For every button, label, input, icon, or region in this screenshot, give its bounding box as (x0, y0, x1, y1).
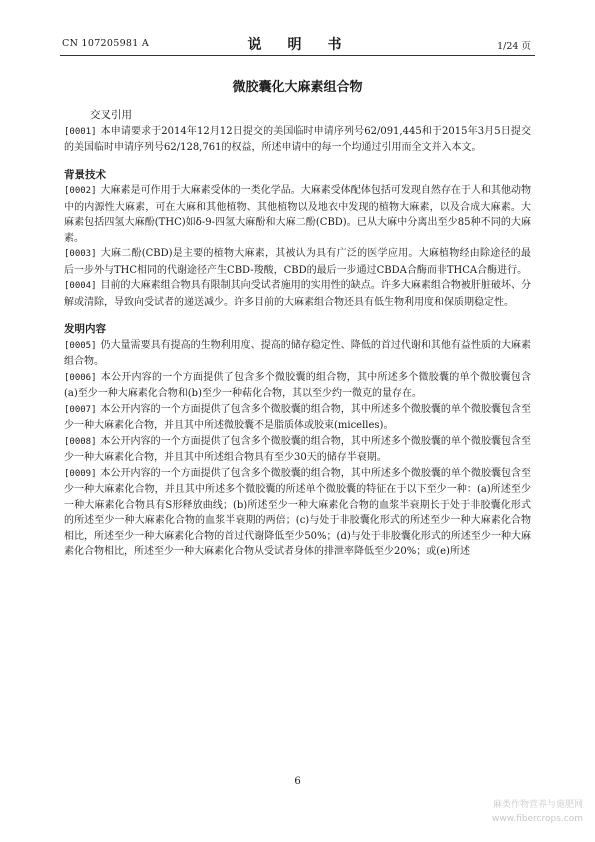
header-divider (60, 55, 535, 56)
paragraph-0002 (64, 183, 531, 246)
paragraph-number: [0006] (64, 372, 97, 383)
paragraph-0006 (64, 370, 531, 402)
document-type: 说 明 书 (247, 37, 348, 53)
paragraph-number: [0004] (64, 281, 97, 291)
paragraph-text: 本公开内容的一个方面提供了包含多个微胶囊的组合物，其中所述多个微胶囊的单个微胶囊包含至少一种大麻素化合物，并且其中所述微胶囊不是脂质体或胶束(micelles)。 (64, 403, 531, 431)
paragraph-0007 (64, 402, 531, 434)
paragraph-text: 本申请要求于2014年12月12日提交的美国临时申请序列号62/091,445和于2015年3月5日提交的美国临时申请序列号62/128,761的权益，所述申请中的每一个均通过引用而全文并入本文。 (64, 125, 531, 153)
paragraph-0001 (64, 124, 531, 156)
paragraph-text: 目前的大麻素组合物具有限制其向受试者施用的实用性的缺点。许多大麻素组合物被肝脏破坏、分解或清除，导致向受试者的递送减少。许多目前的大麻素组合物还具有低生物利用度和保质期稳定性。 (64, 280, 531, 308)
paragraph-text: 大麻二酚(CBD)是主要的植物大麻素，其被认为具有广泛的医学应用。大麻植物经由除途径的最后一步外与THC相同的代谢途径产生CBD-羧酸，CBD的最后一步通过CBDA合酶而非THCA合酶进行。 (64, 248, 531, 276)
page-header (0, 36, 595, 52)
paragraph-number: [0009] (64, 468, 97, 479)
page-count: 1/24 页 (497, 41, 531, 52)
section-heading-background: 背景技术 (64, 168, 106, 181)
section-heading-summary: 发明内容 (64, 323, 106, 335)
paragraph-number: [0002] (64, 186, 97, 196)
paragraph-text: 本公开内容的一个方面提供了包含多个微胶囊的组合物，其中所述多个微胶囊的单个微胶囊包含(a)至少一种大麻素化合物和(b)至少一种萜化合物，其以至少约一微克的量存在。 (64, 371, 531, 399)
paragraph-0003 (64, 246, 531, 278)
document-title: 微胶囊化大麻素组合物 (232, 80, 363, 95)
paragraph-0008 (64, 434, 531, 466)
paragraph-0004 (64, 278, 531, 310)
watermark-url: www.fibercrops.com (492, 814, 583, 824)
paragraph-number: [0008] (64, 436, 97, 447)
paragraph-text: 本公开内容的一个方面提供了包含多个微胶囊的组合物，其中所述多个微胶囊的单个微胶囊包含至少一种大麻素化合物，并且其中所述多个微胶囊的所述单个微胶囊的特征在于以下至少一种：(a)所述至少一种大麻素化合物具有S形释放曲线；(b)所述至少一种大麻素化合物的血浆半衰期长于处于非胶囊化形式的所述至少一种大麻素化合物的血浆半衰期的两倍；(c)与处于非胶囊化形式的所述至少一种大麻素化合物相比，所述至少一种大麻素化合物的首过代谢降低至少50%；(d)与处于非胶囊化形式的所述至少一种大麻素化合物相比，所述至少一种大麻素化合物从受试者身体的排泄率降低至少20%；或(e)所述 (64, 467, 531, 557)
paragraph-number: [0007] (64, 404, 97, 415)
paragraph-text: 大麻素是可作用于大麻素受体的一类化学品。大麻素受体配体包括可发现自然存在于人和其他动物中的内源性大麻素，可在大麻和其他植物、其他植物以及地衣中发现的植物大麻素，以及合成大麻素。大麻素包括四氢大麻酚(THC)如δ-9-四氢大麻酚和大麻二酚(CBD)。已从大麻中分离出至少85种不同的大麻素。 (64, 185, 531, 244)
patent-number: CN 107205981 A (62, 38, 150, 49)
page-number: 6 (294, 776, 301, 787)
watermark-site-name: 麻类作物营养与施肥网 (492, 800, 583, 810)
paragraph-text: 本公开内容的一个方面提供了包含多个微胶囊的组合物，其中所述多个微胶囊的单个微胶囊包含至少一种大麻素化合物，并且其中所述组合物具有至少30天的储存半衰期。 (64, 435, 531, 463)
paragraph-number: [0003] (64, 249, 97, 259)
paragraph-0005 (64, 338, 531, 370)
paragraph-number: [0001] (64, 126, 97, 137)
paragraph-text: 仍大量需要具有提高的生物利用度、提高的储存稳定性、降低的首过代谢和其他有益性质的大麻素组合物。 (64, 339, 531, 367)
section-heading-cross-reference: 交叉引用 (90, 109, 132, 121)
watermark (492, 798, 583, 826)
paragraph-0009 (64, 466, 531, 560)
document-body (64, 108, 531, 560)
paragraph-number: [0005] (64, 340, 97, 351)
